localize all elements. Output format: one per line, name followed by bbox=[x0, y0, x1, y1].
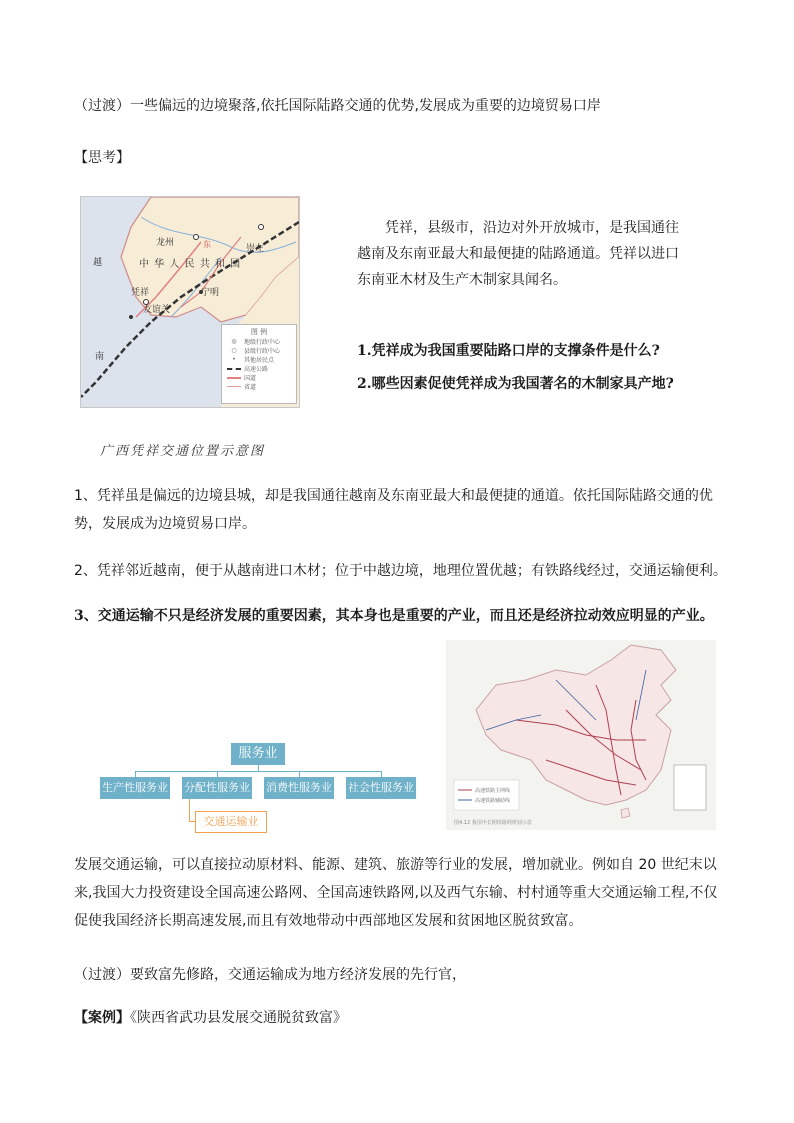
connector bbox=[189, 799, 190, 821]
service-root: 服务业 bbox=[231, 743, 285, 765]
label-dong: 东 bbox=[203, 240, 211, 249]
settlement-icon: • bbox=[232, 356, 236, 363]
question-2: 2.哪些因素促使凭祥成为我国著名的木制家具产地? bbox=[357, 376, 674, 392]
pingxiang-map bbox=[80, 196, 300, 408]
map-caption: 广西凭祥交通位置示意图 bbox=[100, 444, 266, 459]
service-transport: 交通运输业 bbox=[195, 811, 267, 833]
label-country: 中 华 人 民 共 和 国 bbox=[139, 259, 242, 270]
legend-item: ○ 县级行政中心 bbox=[222, 346, 296, 355]
answer-2: 2、凭祥邻近越南，便于从越南进口木材；位于中越边境，地理位置优越；有铁路线经过，交通运输便利。 bbox=[74, 563, 727, 579]
intro-paren: （过渡） bbox=[74, 98, 130, 114]
map2-legend-2: 高速铁路辅助线 bbox=[475, 798, 511, 804]
answer-3: 3、交通运输不只是经济发展的重要因素，其本身也是重要的产业，而且还是经济拉动效应明显的产业。 bbox=[74, 608, 714, 624]
legend-item: • 其他居民点 bbox=[222, 355, 296, 364]
intro-text: 一些偏远的边境聚落,依托国际陆路交通的优势,发展成为重要的边境贸易口岸 bbox=[130, 98, 601, 114]
connector bbox=[135, 771, 381, 772]
china-railway-map bbox=[446, 640, 716, 830]
desc-line-2: 越南及东南亚最大和最便捷的陆路通道。凭祥以进口 bbox=[357, 246, 679, 262]
map-legend bbox=[221, 324, 297, 404]
provincial-road-icon bbox=[227, 386, 241, 387]
desc-line-1: 凭祥，县级市，沿边对外开放城市，是我国通往 bbox=[385, 220, 679, 236]
county-center-icon: ○ bbox=[231, 347, 237, 354]
legend-item: 省道 bbox=[222, 382, 296, 391]
label-nan: 南 bbox=[95, 352, 105, 362]
label-longzhou: 龙州 bbox=[156, 238, 175, 248]
label-ningming: 宁明 bbox=[201, 288, 220, 298]
map2-legend-1: 高速铁路主网线 bbox=[475, 788, 511, 794]
legend-item: ◎ 地级行政中心 bbox=[222, 337, 296, 346]
develop-paragraph: 发展交通运输，可以直接拉动原材料、能源、建筑、旅游等行业的发展，增加就业。例如自 20 世纪末以来,我国大力投资建设全国高速公路网、全国高速铁路网,以及西气东输、村村通等重大交通运输工程,不仅促使我国经济长期高速发展,而且有效地带动中西部地区发展和贫困地区脱贫致富。 bbox=[74, 857, 718, 929]
legend-item: 高速公路 bbox=[222, 364, 296, 373]
label-pingxiang: 凭祥 bbox=[131, 288, 150, 298]
legend-item: 国道 bbox=[222, 373, 296, 382]
service-social: 社会性服务业 bbox=[346, 777, 416, 799]
case-title: 《陕西省武功县发展交通脱贫致富》 bbox=[130, 1010, 347, 1026]
label-youyiguan: 友谊关 bbox=[143, 305, 171, 315]
think-heading: 【思考】 bbox=[74, 150, 130, 166]
transition-line bbox=[74, 965, 466, 985]
question-1: 1.凭祥成为我国重要陆路口岸的支撑条件是什么? bbox=[357, 343, 660, 359]
desc-line-3: 东南亚木材及生产木制家具闻名。 bbox=[357, 272, 567, 288]
legend-title: 图 例 bbox=[250, 328, 268, 336]
service-consumer: 消费性服务业 bbox=[264, 777, 334, 799]
map2-caption: 图4.12 我国中长期铁路网规划示意 bbox=[454, 820, 532, 826]
answer-1: 1、凭祥虽是偏远的边境县城，却是我国通往越南及东南亚最大和最便捷的通道。依托国际陆路交通的优势，发展成为边境贸易口岸。 bbox=[74, 488, 713, 532]
national-road-icon bbox=[227, 377, 241, 379]
case-line bbox=[74, 1008, 347, 1028]
case-label: 【案例】 bbox=[74, 1010, 130, 1026]
service-production: 生产性服务业 bbox=[100, 777, 170, 799]
intro-line bbox=[74, 96, 601, 116]
transition-text: 要致富先修路，交通运输成为地方经济发展的先行官， bbox=[130, 967, 466, 983]
transition-paren: （过渡） bbox=[74, 967, 130, 983]
service-distribution: 分配性服务业 bbox=[182, 777, 252, 799]
prefecture-center-icon: ◎ bbox=[231, 338, 237, 345]
expressway-icon bbox=[227, 368, 241, 370]
label-yue: 越 bbox=[93, 258, 103, 268]
label-chongzuo: 崇左 bbox=[246, 244, 265, 254]
